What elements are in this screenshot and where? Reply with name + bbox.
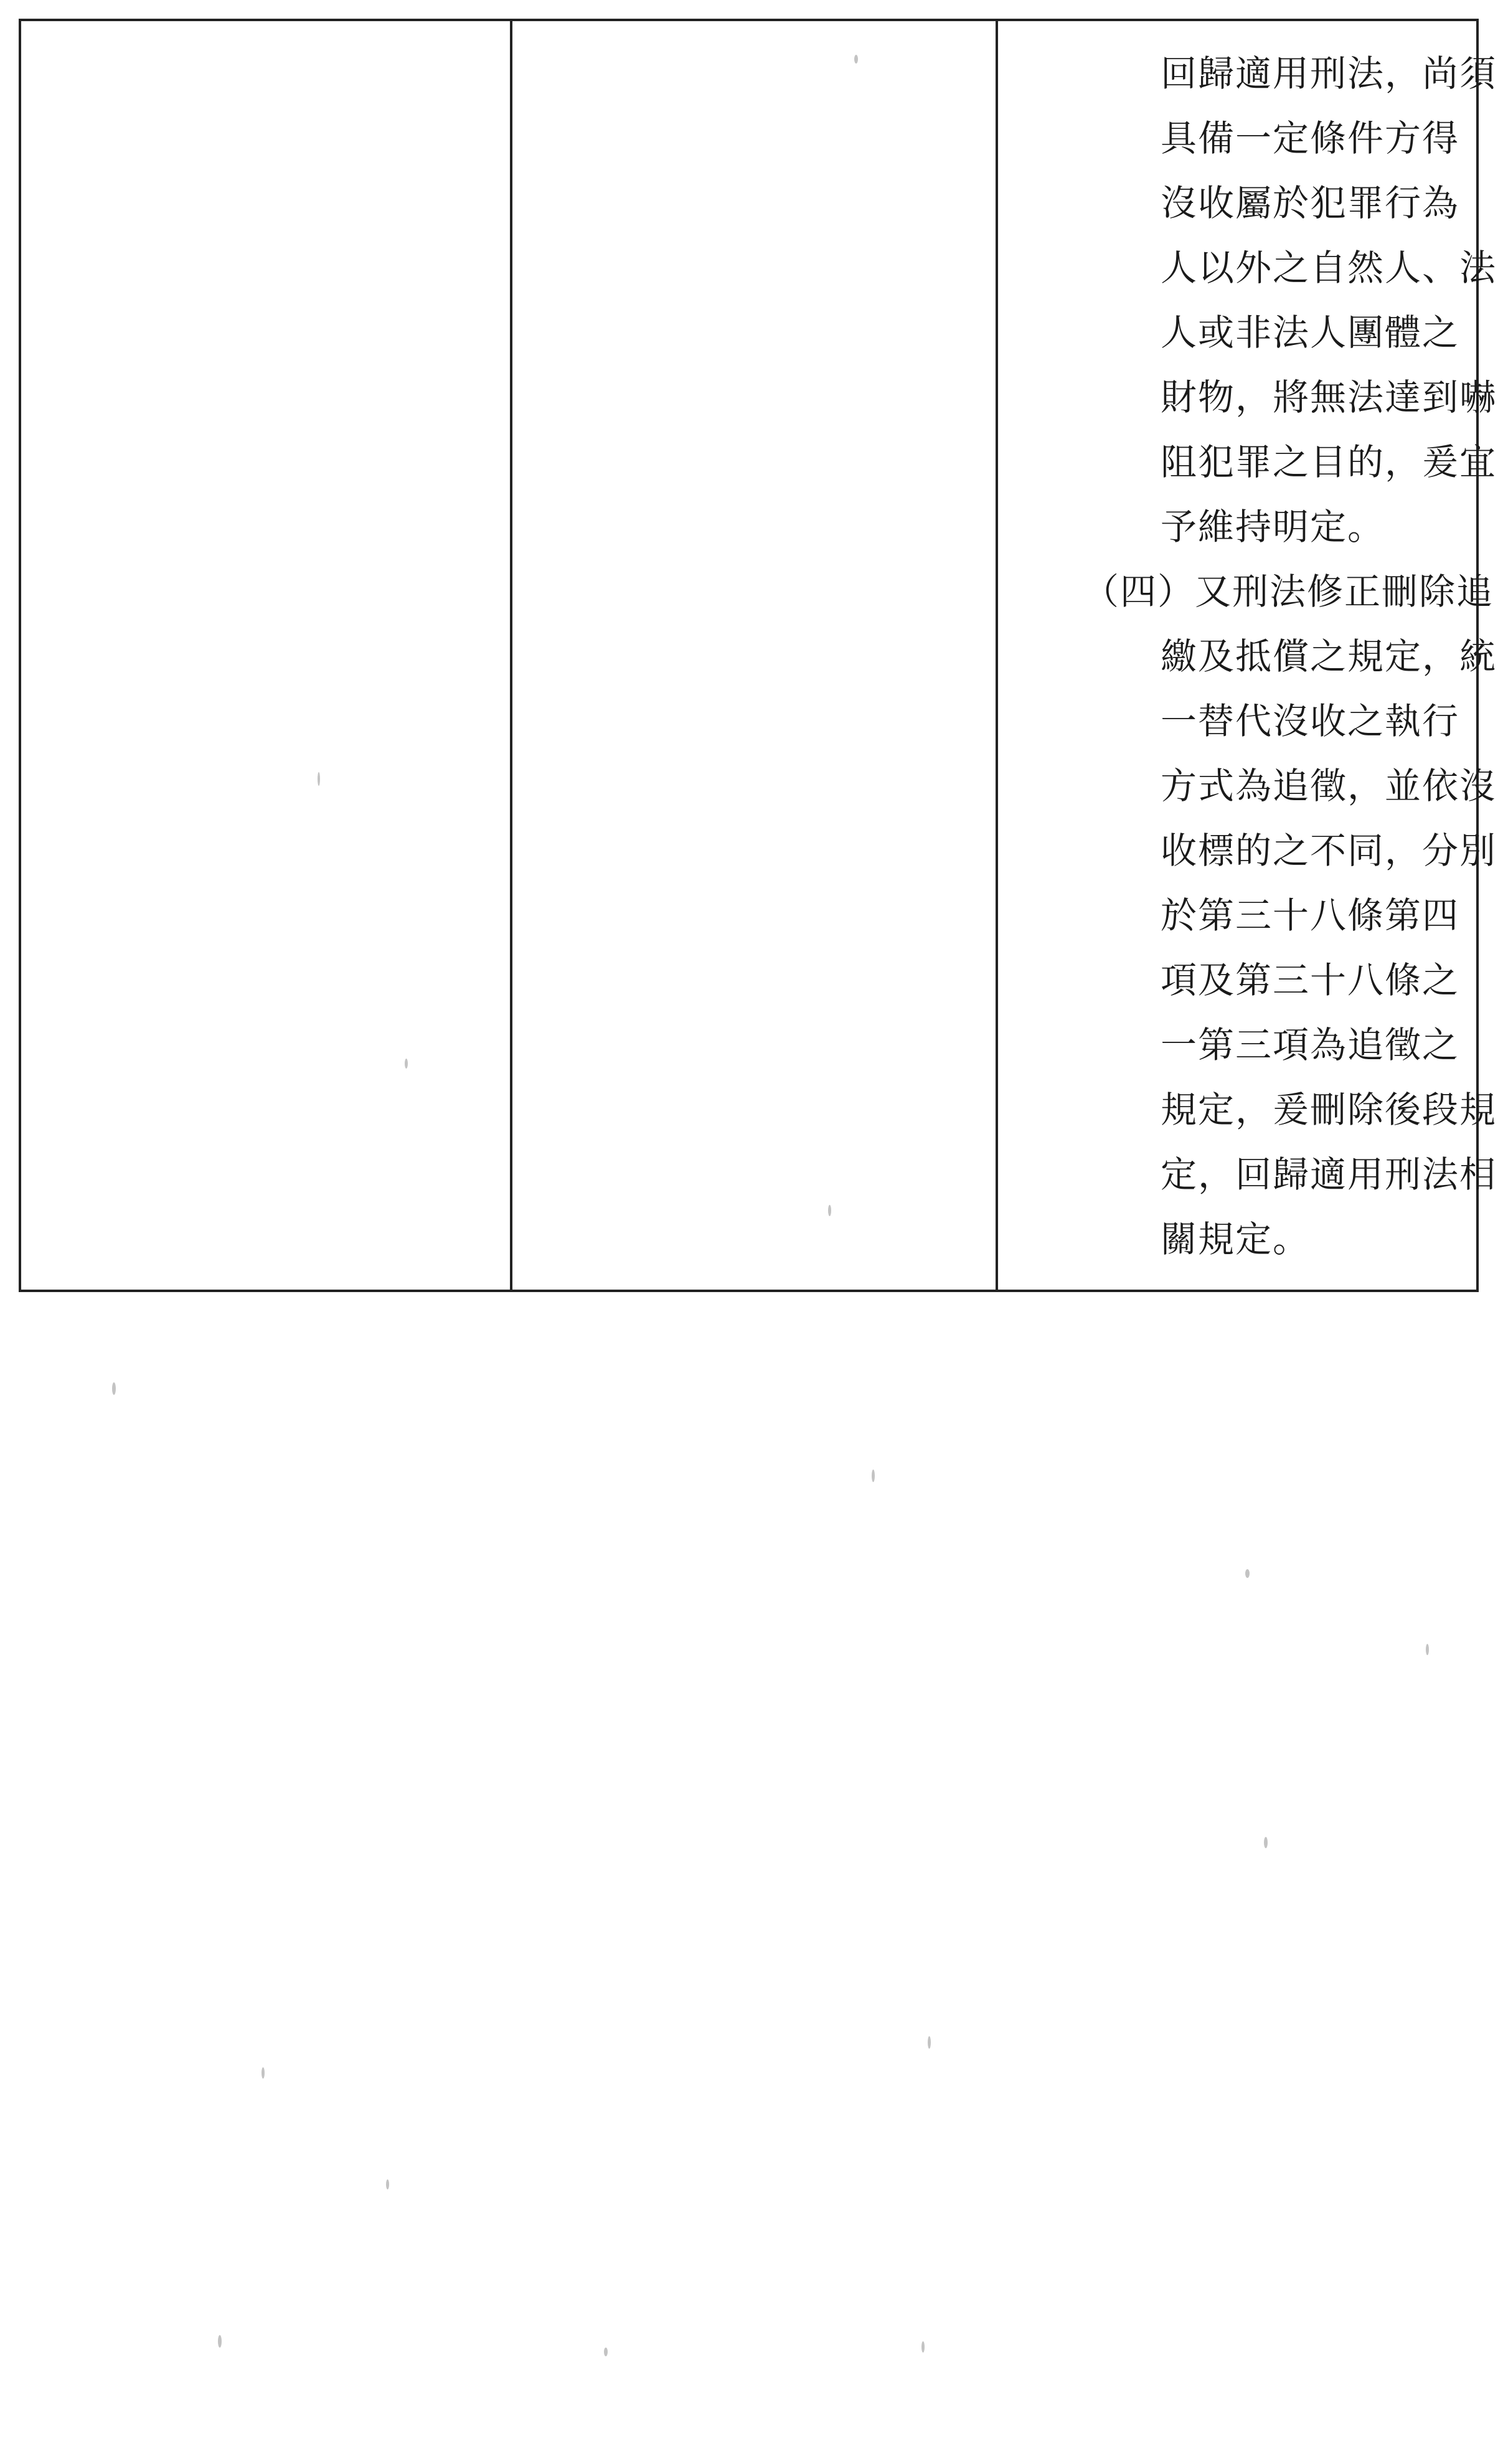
scan-speck [218, 2335, 222, 2348]
scan-speck [112, 1382, 116, 1395]
table-column-explanation [996, 21, 1497, 1290]
scan-speck [405, 1059, 408, 1069]
table-column-current-text [510, 21, 998, 1290]
explanation-line: 予維持明定。 [1161, 506, 1385, 548]
explanation-line: 關規定。 [1161, 1218, 1311, 1260]
scan-speck [872, 1470, 875, 1482]
explanation-line: 阻犯罪之目的，爰宜 [1161, 441, 1497, 483]
explanation-line: 定，回歸適用刑法相 [1161, 1153, 1497, 1196]
explanation-line: 規定，爰刪除後段規 [1161, 1088, 1497, 1131]
explanation-line: 項及第三十八條之 [1161, 959, 1460, 1001]
comparison-table [19, 19, 1497, 1292]
explanation-line: 於第三十八條第四 [1161, 894, 1460, 937]
explanation-line: 人或非法人團體之 [1161, 311, 1460, 354]
explanation-line: 人以外之自然人、法 [1161, 247, 1497, 289]
explanation-line: 收標的之不同，分別 [1161, 829, 1497, 872]
scan-speck [1426, 1644, 1429, 1655]
explanation-line: 具備一定條件方得 [1161, 117, 1460, 159]
scan-speck [921, 2341, 925, 2353]
scan-speck [604, 2348, 608, 2356]
scan-speck [828, 1205, 831, 1216]
explanation-line: 財物，將無法達到嚇 [1161, 376, 1497, 418]
explanation-line: 一替代沒收之執行 [1161, 700, 1460, 742]
scan-speck [1264, 1837, 1268, 1848]
scan-speck [928, 2036, 931, 2049]
table-column-amended-text [21, 21, 512, 1290]
scan-speck [261, 2067, 265, 2079]
explanation-item-four-heading: （四）又刑法修正刪除追 [1083, 570, 1494, 613]
explanation-line: 方式為追徵，並依沒 [1161, 765, 1497, 807]
scan-speck [318, 772, 320, 786]
scan-speck [1245, 1569, 1250, 1578]
explanation-line: 一第三項為追徵之 [1161, 1024, 1460, 1066]
explanation-line: 回歸適用刑法，尚須 [1161, 52, 1497, 95]
scan-speck [854, 55, 858, 64]
explanation-line: 繳及抵償之規定，統 [1161, 635, 1497, 677]
explanation-line: 沒收屬於犯罪行為 [1161, 182, 1460, 224]
scan-speck [386, 2179, 389, 2189]
